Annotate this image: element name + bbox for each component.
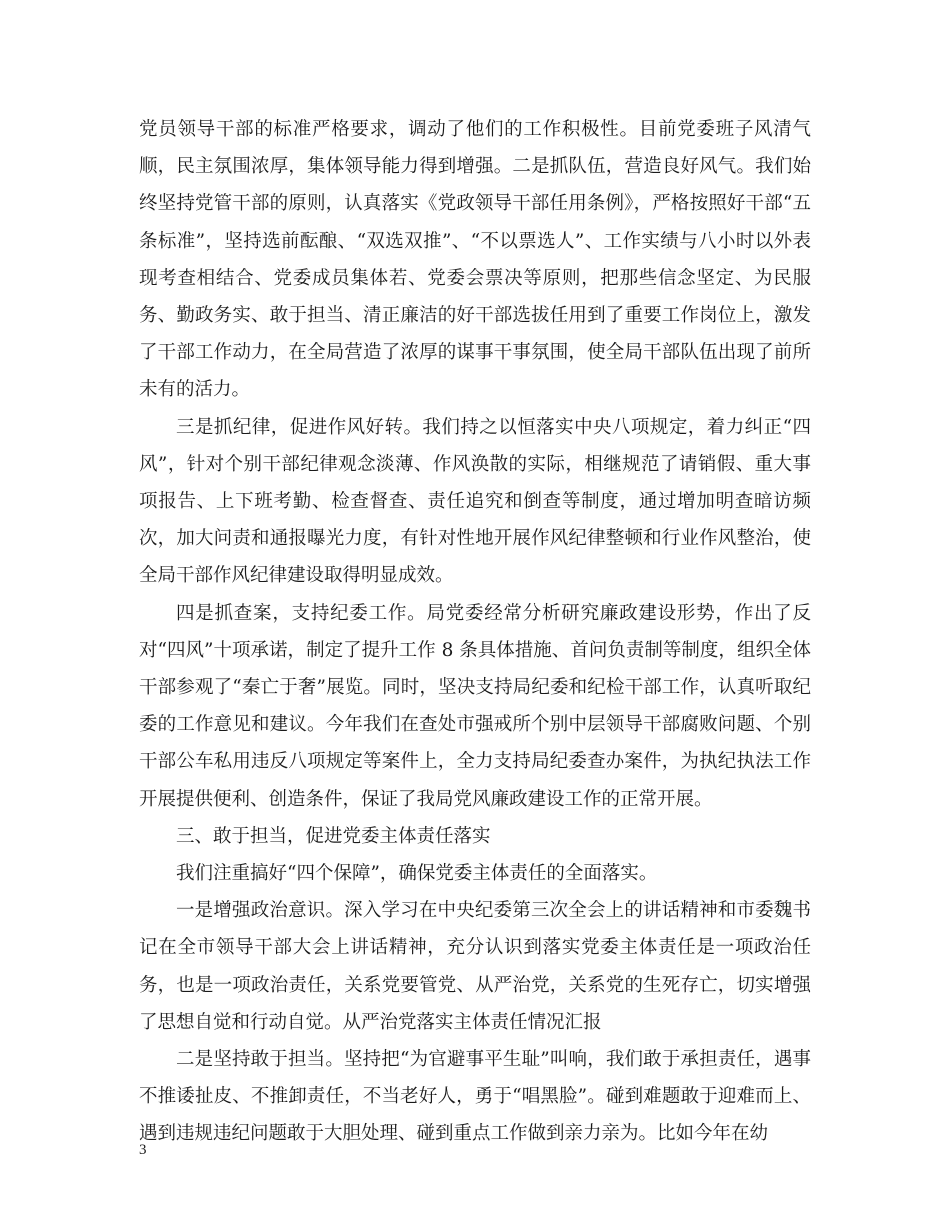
paragraph-case-handling: 四是抓查案，支持纪委工作。局党委经常分析研究廉政建设形势，作出了反对“四风”十项承诺，制定了提升工作 8 条具体措施、首问负责制等制度，组织全体干部参观了“秦亡于奢”展览。同时，坚决支持局纪委和纪检干部工作，认真听取纪委的工作意见和建议。今年我们在查处市强戒所个别中层领导干部腐败问题、个别干部公车私用违反八项规定等案件上，全力支持局纪委查办案件，为执纪执法工作开展提供便利、创造条件，保证了我局党风廉政建设工作的正常开展。	[139, 602, 811, 810]
paragraph-discipline: 三是抓纪律，促进作风好转。我们持之以恒落实中央八项规定，着力纠正“四风”，针对个别干部纪律观念淡薄、作风涣散的实际，相继规范了请销假、重大事项报告、上下班考勤、检查督查、责任追究和倒查等制度，通过增加明查暗访频次，加大问责和通报曝光力度，有针对性地开展作风纪律整顿和行业作风整治，使全局干部作风纪律建设取得明显成效。	[139, 416, 811, 587]
section-heading: 三、敢于担当，促进党委主体责任落实	[176, 825, 491, 847]
document-body	[139, 111, 811, 1153]
paragraph-four-guarantees: 我们注重搞好“四个保障”，确保党委主体责任的全面落实。	[176, 863, 658, 885]
paragraph-responsibility: 二是坚持敢于担当。坚持把“为官避事平生耻”叫响，我们敢于承担责任，遇事不推诿扯皮、不推卸责任，不当老好人，勇于“唱黑脸”。碰到难题敢于迎难而上、遇到违规违纪问题敢于大胆处理、碰到重点工作做到亲力亲为。比如今年在幼	[139, 1049, 811, 1145]
paragraph-political-awareness: 一是增强政治意识。深入学习在中央纪委第三次全会上的讲话精神和市委魏书记在全市领导干部大会上讲话精神，充分认识到落实党委主体责任是一项政治任务，也是一项政治责任，关系党要管党、从严治党，关系党的生死存亡，切实增强了思想自觉和行动自觉。从严治党落实主体责任情况汇报	[139, 900, 811, 1033]
paragraph-continuation: 党员领导干部的标准严格要求，调动了他们的工作积极性。目前党委班子风清气顺，民主氛围浓厚，集体领导能力得到增强。二是抓队伍，营造良好风气。我们始终坚持党管干部的原则，认真落实《党政领导干部任用条例》，严格按照好干部“五条标准”，坚持选前酝酿、“双选双推”、“不以票选人”、工作实绩与八小时以外表现考查相结合、党委成员集体若、党委会票决等原则，把那些信念坚定、为民服务、勤政务实、敢于担当、清正廉洁的好干部选拔任用到了重要工作岗位上，激发了干部工作动力，在全局营造了浓厚的谋事干事氛围，使全局干部队伍出现了前所未有的活力。	[139, 119, 811, 401]
page-number: 3	[139, 1142, 147, 1158]
